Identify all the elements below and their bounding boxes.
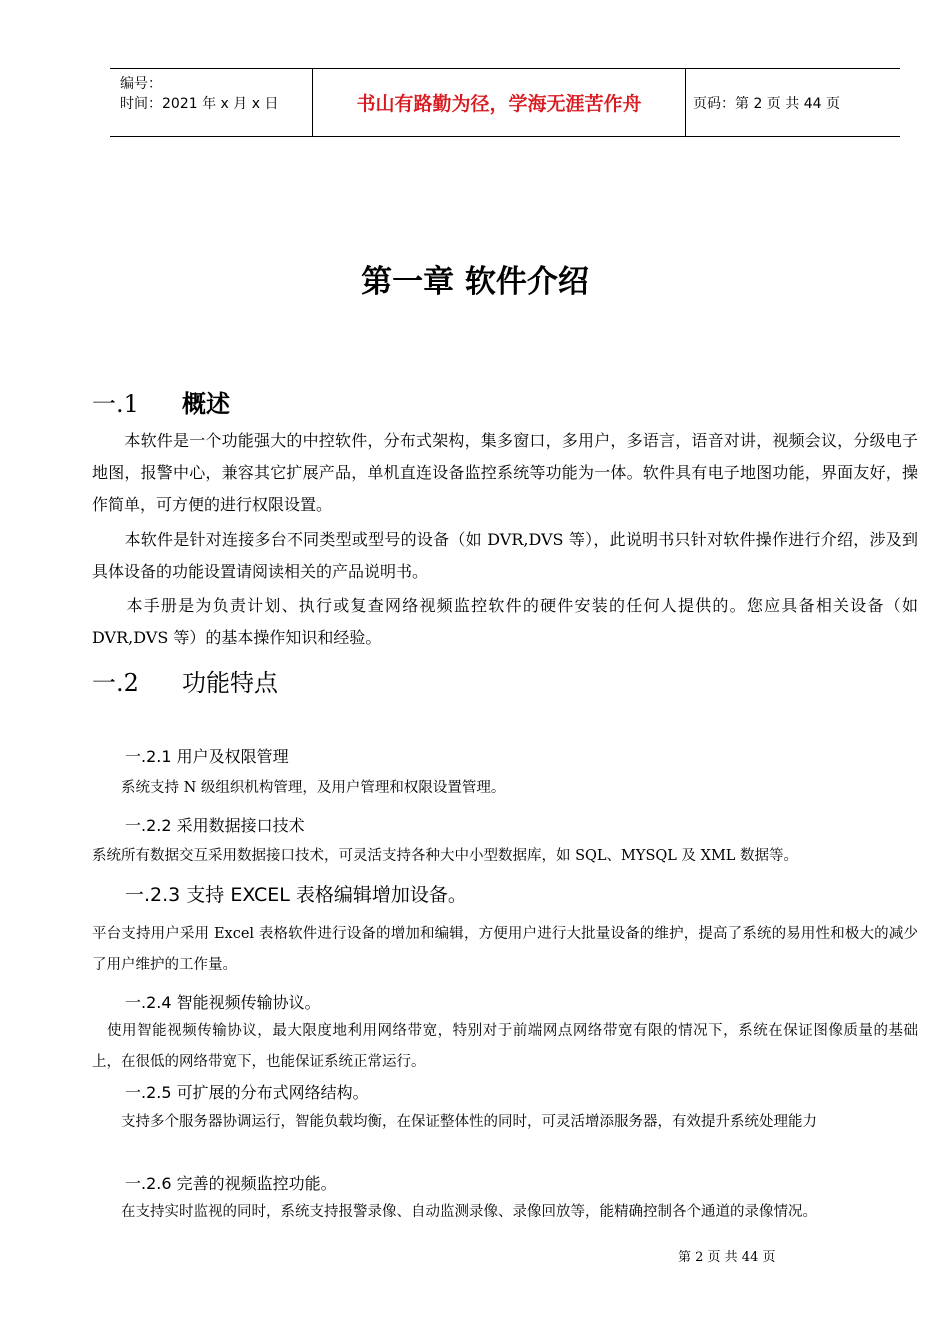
paragraph: 本软件是针对连接多台不同类型或型号的设备（如 DVR,DVS 等），此说明书只针对软件操作进行介绍，涉及到具体设备的功能设置请阅读相关的产品说明书。 bbox=[92, 530, 918, 581]
paragraph: 使用智能视频传输协议，最大限度地利用网络带宽，特别对于前端网点网络带宽有限的情况下，系统在保证图像质量的基础上，在很低的网络带宽下，也能保证系统正常运行。 bbox=[92, 1023, 918, 1070]
header-motto: 书山有路勤为径，学海无涯苦作舟 bbox=[312, 69, 686, 136]
header-time-label: 时间：2021 年 x 月 x 日 bbox=[120, 96, 279, 112]
section-title: 概述 bbox=[182, 390, 230, 418]
paragraph: 在支持实时监视的同时，系统支持报警录像、自动监测录像、录像回放等，能精确控制各个通道的录像情况。 bbox=[92, 1204, 817, 1220]
page-header bbox=[110, 68, 900, 137]
section-heading-2 bbox=[92, 663, 278, 698]
section-heading-1 bbox=[92, 384, 230, 419]
subsection-title: 一.2.6 完善的视频监控功能。 bbox=[125, 1174, 337, 1193]
subsection-title: 一.2.1 用户及权限管理 bbox=[125, 747, 289, 766]
section-number: 一.2 bbox=[92, 669, 139, 697]
header-page-info: 页码：第 2 页 共 44 页 bbox=[693, 95, 840, 112]
paragraph: 系统支持 N 级组织机构管理，及用户管理和权限设置管理。 bbox=[92, 780, 506, 796]
subsection-title: 一.2.3 支持 EXCEL 表格编辑增加设备。 bbox=[125, 884, 467, 906]
header-meta-cell bbox=[110, 69, 312, 136]
subsection-title: 一.2.4 智能视频传输协议。 bbox=[125, 993, 321, 1012]
paragraph: 支持多个服务器协调运行，智能负载均衡，在保证整体性的同时，可灵活增添服务器，有效提升系统处理能力 bbox=[92, 1114, 817, 1130]
page-footer: 第 2 页 共 44 页 bbox=[678, 1250, 776, 1265]
paragraph: 本手册是为负责计划、执行或复查网络视频监控软件的硬件安装的任何人提供的。您应具备相关设备（如 DVR,DVS 等）的基本操作知识和经验。 bbox=[92, 596, 918, 647]
chapter-title: 第一章 软件介绍 bbox=[361, 264, 589, 300]
subsection-title: 一.2.2 采用数据接口技术 bbox=[125, 816, 305, 835]
subsection-title: 一.2.5 可扩展的分布式网络结构。 bbox=[125, 1083, 369, 1102]
header-number-label: 编号： bbox=[120, 76, 162, 92]
paragraph: 系统所有数据交互采用数据接口技术，可灵活支持各种大中小型数据库，如 SQL、MYSQL 及 XML 数据等。 bbox=[92, 848, 799, 864]
paragraph: 平台支持用户采用 Excel 表格软件进行设备的增加和编辑，方便用户进行大批量设备的维护，提高了系统的易用性和极大的减少了用户维护的工作量。 bbox=[92, 926, 918, 973]
paragraph: 本软件是一个功能强大的中控软件，分布式架构，集多窗口，多用户，多语言，语音对讲，视频会议，分级电子地图，报警中心，兼容其它扩展产品，单机直连设备监控系统等功能为一体。软件具有电子地图功能，界面友好，操作简单，可方便的进行权限设置。 bbox=[92, 431, 918, 514]
section-title: 功能特点 bbox=[182, 669, 278, 697]
section-number: 一.1 bbox=[92, 390, 139, 418]
